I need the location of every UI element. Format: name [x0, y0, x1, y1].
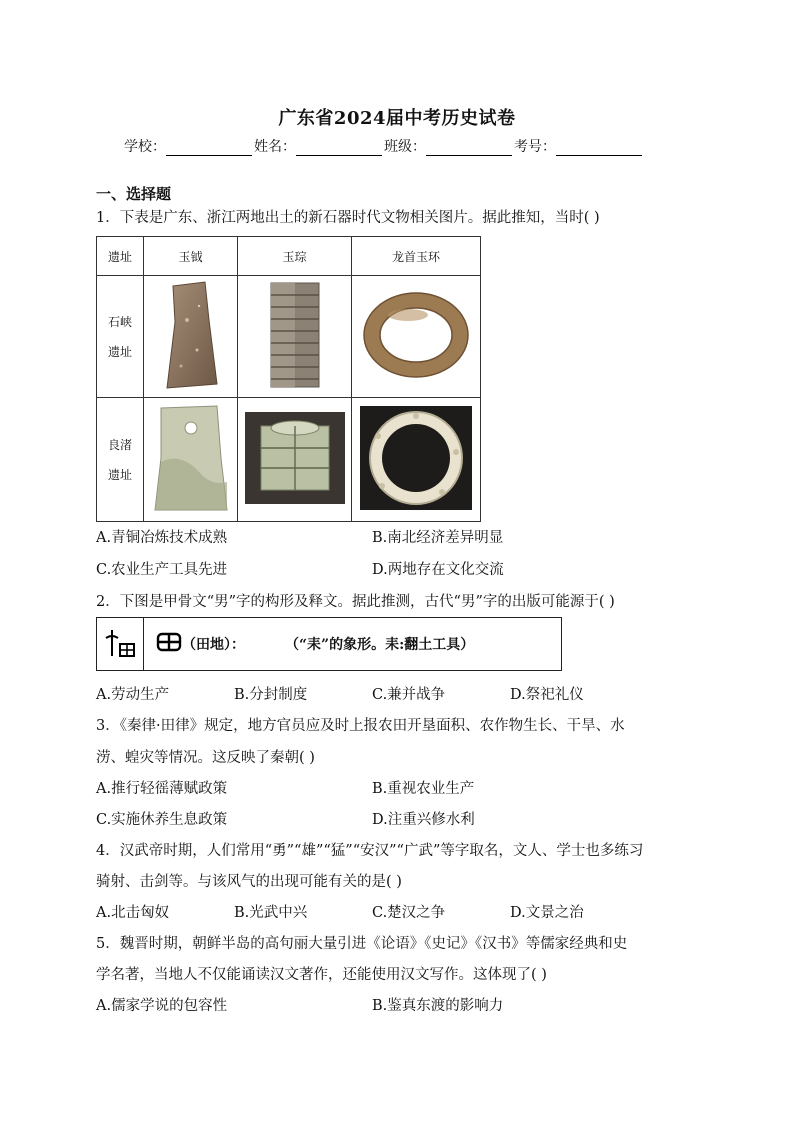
student-info-row: [124, 136, 644, 156]
q1-stem: 1．下表是广东、浙江两地出土的新石器时代文物相关图片。据此推知，当时( ): [96, 210, 600, 226]
q2-stem: 2．下图是甲骨文“男”字的构形及释文。据此推测，古代“男”字的出版可能源于( ): [96, 594, 615, 610]
q3-stem-line1: 3．《秦律·田律》规定，地方官员应及时上报农田开垦面积、农作物生长、干旱、水: [96, 718, 625, 734]
q5-option-a[interactable]: A.儒家学说的包容性: [96, 998, 228, 1014]
q3-option-b[interactable]: B.重视农业生产: [372, 781, 475, 797]
q1-option-d[interactable]: D.两地存在文化交流: [372, 562, 504, 578]
q2-option-a[interactable]: A.劳动生产: [96, 687, 170, 703]
q4-option-c[interactable]: C.楚汉之争: [372, 905, 446, 921]
liangzhu-yuyue-image: [144, 398, 238, 522]
tian-explanation: （田地）：: [182, 637, 245, 653]
liangzhu-longshou-yuhuan-image: [352, 398, 481, 522]
q5-stem-line2: 学名著，当地人不仅能诵读汉文著作，还能使用汉文写作。这体现了( ): [96, 967, 547, 983]
class-label: 班级：: [384, 139, 426, 155]
q3-option-c[interactable]: C.实施休养生息政策: [96, 812, 228, 828]
q1-option-a[interactable]: A.青铜冶炼技术成熟: [96, 530, 228, 546]
oracle-bone-box: [96, 617, 562, 671]
name-blank: [296, 139, 382, 156]
q3-option-a[interactable]: A.推行轻徭薄赋政策: [96, 781, 228, 797]
liangzhu-yucong-image: [238, 398, 352, 522]
q5-option-b[interactable]: B.鉴真东渡的影响力: [372, 998, 504, 1014]
shixia-yuyue-image: [144, 276, 238, 398]
q3-option-d[interactable]: D.注重兴修水利: [372, 812, 475, 828]
section-heading: 一、选择题: [96, 185, 172, 203]
header-yucong: 玉琮: [238, 237, 352, 276]
shixia-longshou-yuhuan-image: [352, 276, 481, 398]
exam-number-blank: [556, 139, 642, 156]
header-longshou-yuhuan: 龙首玉环: [352, 237, 481, 276]
q4-option-b[interactable]: B.光武中兴: [234, 905, 308, 921]
shixia-yucong-image: [238, 276, 352, 398]
q1-option-b[interactable]: B.南北经济差异明显: [372, 530, 504, 546]
q1-option-c[interactable]: C.农业生产工具先进: [96, 562, 228, 578]
site-liangzhu: 良渚 遗址: [97, 398, 144, 522]
q3-stem-line2: 涝、蝗灾等情况。这反映了秦朝( ): [96, 750, 315, 766]
q2-option-c[interactable]: C.兼并战争: [372, 687, 446, 703]
header-yuyue: 玉钺: [144, 237, 238, 276]
artifact-table: [96, 236, 481, 522]
lei-explanation: （“耒”的象形。耒:翻土工具）: [285, 637, 475, 653]
name-label: 姓名：: [254, 139, 296, 155]
tian-glyph: [156, 632, 182, 656]
q2-option-d[interactable]: D.祭祀礼仪: [510, 687, 584, 703]
oracle-nan-glyph: [97, 618, 144, 670]
header-site: 遗址: [97, 237, 144, 276]
school-blank: [166, 139, 252, 156]
exam-number-label: 考号：: [514, 139, 556, 155]
school-label: 学校：: [124, 139, 166, 155]
q4-option-d[interactable]: D.文景之治: [510, 905, 584, 921]
q5-stem-line1: 5．魏晋时期，朝鲜半岛的高句丽大量引进《论语》《史记》《汉书》等儒家经典和史: [96, 936, 628, 952]
q4-stem-line1: 4．汉武帝时期，人们常用“勇”“雄”“猛”“安汉”“广武”等字取名，文人、学士也多练习: [96, 843, 644, 859]
site-shixia: 石峡 遗址: [97, 276, 144, 398]
q4-option-a[interactable]: A.北击匈奴: [96, 905, 170, 921]
class-blank: [426, 139, 512, 156]
q4-stem-line2: 骑射、击剑等。与该风气的出现可能有关的是( ): [96, 874, 402, 890]
q2-option-b[interactable]: B.分封制度: [234, 687, 308, 703]
exam-title: 广东省2024届中考历史试卷: [278, 108, 516, 129]
